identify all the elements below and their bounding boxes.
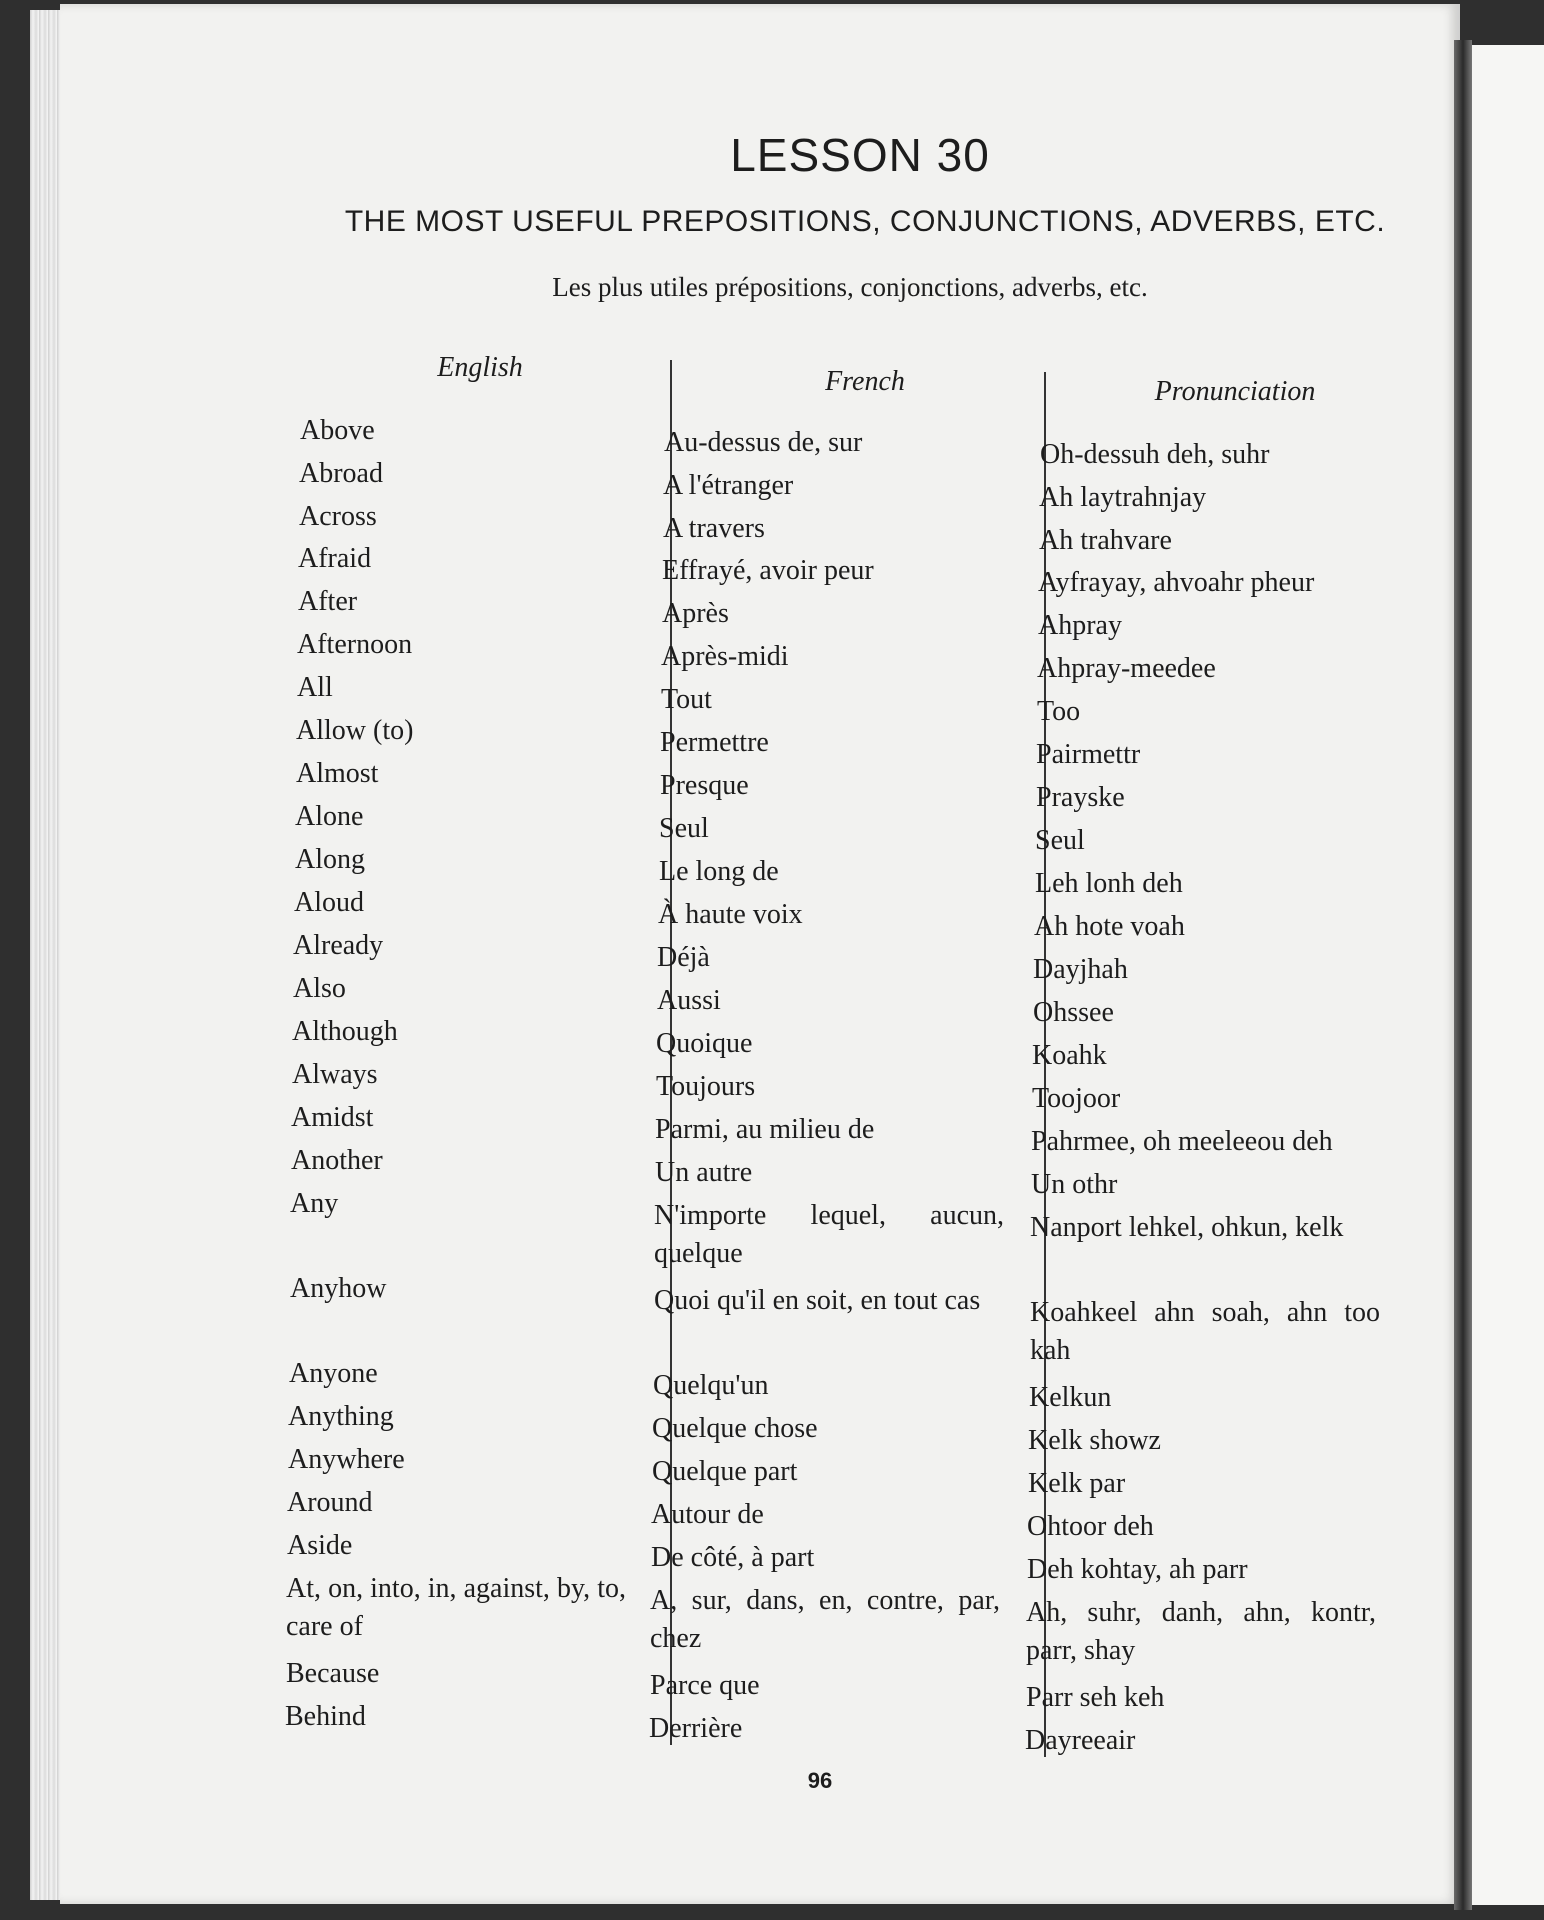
french-term: Au-dessus de, sur [664,427,863,458]
french-term: Quelqu'un [653,1370,769,1401]
french-term: Parce que [650,1670,760,1701]
english-term: At, on, into, in, against, by, to, care of [286,1573,626,1642]
english-term: Always [292,1059,378,1090]
pronunciation-text: Ayfrayay, ahvoahr pheur [1038,567,1315,598]
english-term: Anywhere [288,1444,405,1475]
header-english: English [437,352,523,383]
french-term: N'importe lequel, aucun, quelque [654,1200,1004,1269]
pronunciation-text: Ah, suhr, danh, ahn, kontr, parr, shay [1026,1597,1376,1666]
french-term: A l'étranger [663,470,794,501]
french-term: Tout [661,684,712,715]
french-term: Seul [659,813,709,844]
english-term: Because [286,1658,380,1689]
english-term: Behind [285,1701,366,1732]
french-term: Le long de [659,856,779,887]
pronunciation-text: Kelk showz [1028,1425,1161,1456]
french-term: A travers [663,513,765,544]
french-term: Toujours [656,1071,756,1102]
english-term: Any [290,1188,339,1219]
pronunciation-text: Pahrmee, oh meeleeou deh [1031,1126,1333,1157]
pronunciation-text: Oh-dessuh deh, suhr [1040,439,1270,470]
french-term: De côté, à part [651,1542,815,1573]
pronunciation-text: Ohssee [1033,997,1114,1028]
section-subtitle: THE MOST USEFUL PREPOSITIONS, CONJUNCTIONS, ADVERBS, ETC. [344,205,1386,238]
pronunciation-text: Kelk par [1028,1468,1126,1499]
pronunciation-text: Parr seh keh [1026,1682,1165,1713]
french-term: Un autre [655,1157,753,1188]
french-term: Effrayé, avoir peur [662,555,874,586]
pronunciation-text: Pairmettr [1036,739,1141,770]
page-number: 96 [807,1768,833,1793]
english-term: All [297,672,333,703]
english-term: Abroad [299,458,383,489]
english-term: Anyone [289,1358,378,1389]
english-term: Already [293,930,384,961]
facing-page [1472,45,1544,1905]
pronunciation-text: Koahk [1032,1040,1107,1071]
french-term: Parmi, au milieu de [655,1114,875,1145]
french-term: Autour de [651,1499,764,1530]
pronunciation-text: Too [1037,696,1081,727]
pronunciation-text: Prayske [1036,782,1125,813]
english-term: Also [293,973,346,1004]
english-term: Afternoon [297,629,413,660]
french-term: Quelque part [652,1456,798,1487]
header-pronunciation: Pronunciation [1154,376,1316,407]
pronunciation-text: Kelkun [1029,1382,1112,1413]
french-term: A, sur, dans, en, contre, par, chez [650,1585,1000,1654]
pronunciation-text: Dayjhah [1033,954,1128,985]
english-term: Anything [288,1401,394,1432]
pronunciation-text: Un othr [1031,1169,1118,1200]
english-term: Anyhow [290,1273,387,1304]
book-spine [1454,40,1472,1910]
english-term: Along [295,844,365,875]
pronunciation-text: Ohtoor deh [1027,1511,1154,1542]
pronunciation-text: Ahpray [1038,610,1122,641]
pronunciation-text: Ah hote voah [1034,911,1185,942]
pronunciation-text: Seul [1035,825,1085,856]
english-term: Almost [296,758,379,789]
french-term: Quoique [656,1028,753,1059]
french-term: Aussi [657,985,721,1016]
english-term: Another [291,1145,383,1176]
pronunciation-text: Nanport lehkel, ohkun, kelk [1030,1212,1344,1243]
english-term: Afraid [298,543,372,574]
english-term: Around [287,1487,373,1518]
english-term: After [298,586,358,617]
english-term: Aside [287,1530,353,1561]
english-term: Above [300,415,375,446]
french-subtitle: Les plus utiles prépositions, conjonctions, adverbs, etc. [552,272,1148,302]
english-term: Although [292,1016,398,1047]
french-term: Permettre [660,727,769,758]
french-term: À haute voix [658,899,803,930]
pronunciation-text: Koahkeel ahn soah, ahn too kah [1030,1297,1380,1366]
french-term: Après-midi [661,641,789,672]
french-term: Quelque chose [652,1413,818,1444]
lesson-title: LESSON 30 [730,129,990,181]
french-term: Derrière [649,1713,743,1744]
french-term: Presque [660,770,749,801]
pronunciation-text: Ah trahvare [1039,525,1172,556]
french-term: Déjà [657,942,710,973]
pronunciation-text: Toojoor [1032,1083,1121,1114]
english-term: Across [299,501,377,532]
pronunciation-text: Ahpray-meedee [1037,653,1216,684]
pronunciation-text: Ah laytrahnjay [1039,482,1207,513]
english-term: Allow (to) [296,715,414,746]
french-term: Après [662,598,729,629]
english-term: Alone [295,801,364,832]
pronunciation-text: Leh lonh deh [1035,868,1183,899]
french-term: Quoi qu'il en soit, en tout cas [654,1285,981,1316]
header-french: French [825,366,905,397]
english-term: Aloud [294,887,364,918]
pronunciation-text: Deh kohtay, ah parr [1027,1554,1248,1585]
english-term: Amidst [291,1102,374,1133]
pronunciation-text: Dayreeair [1025,1725,1136,1756]
